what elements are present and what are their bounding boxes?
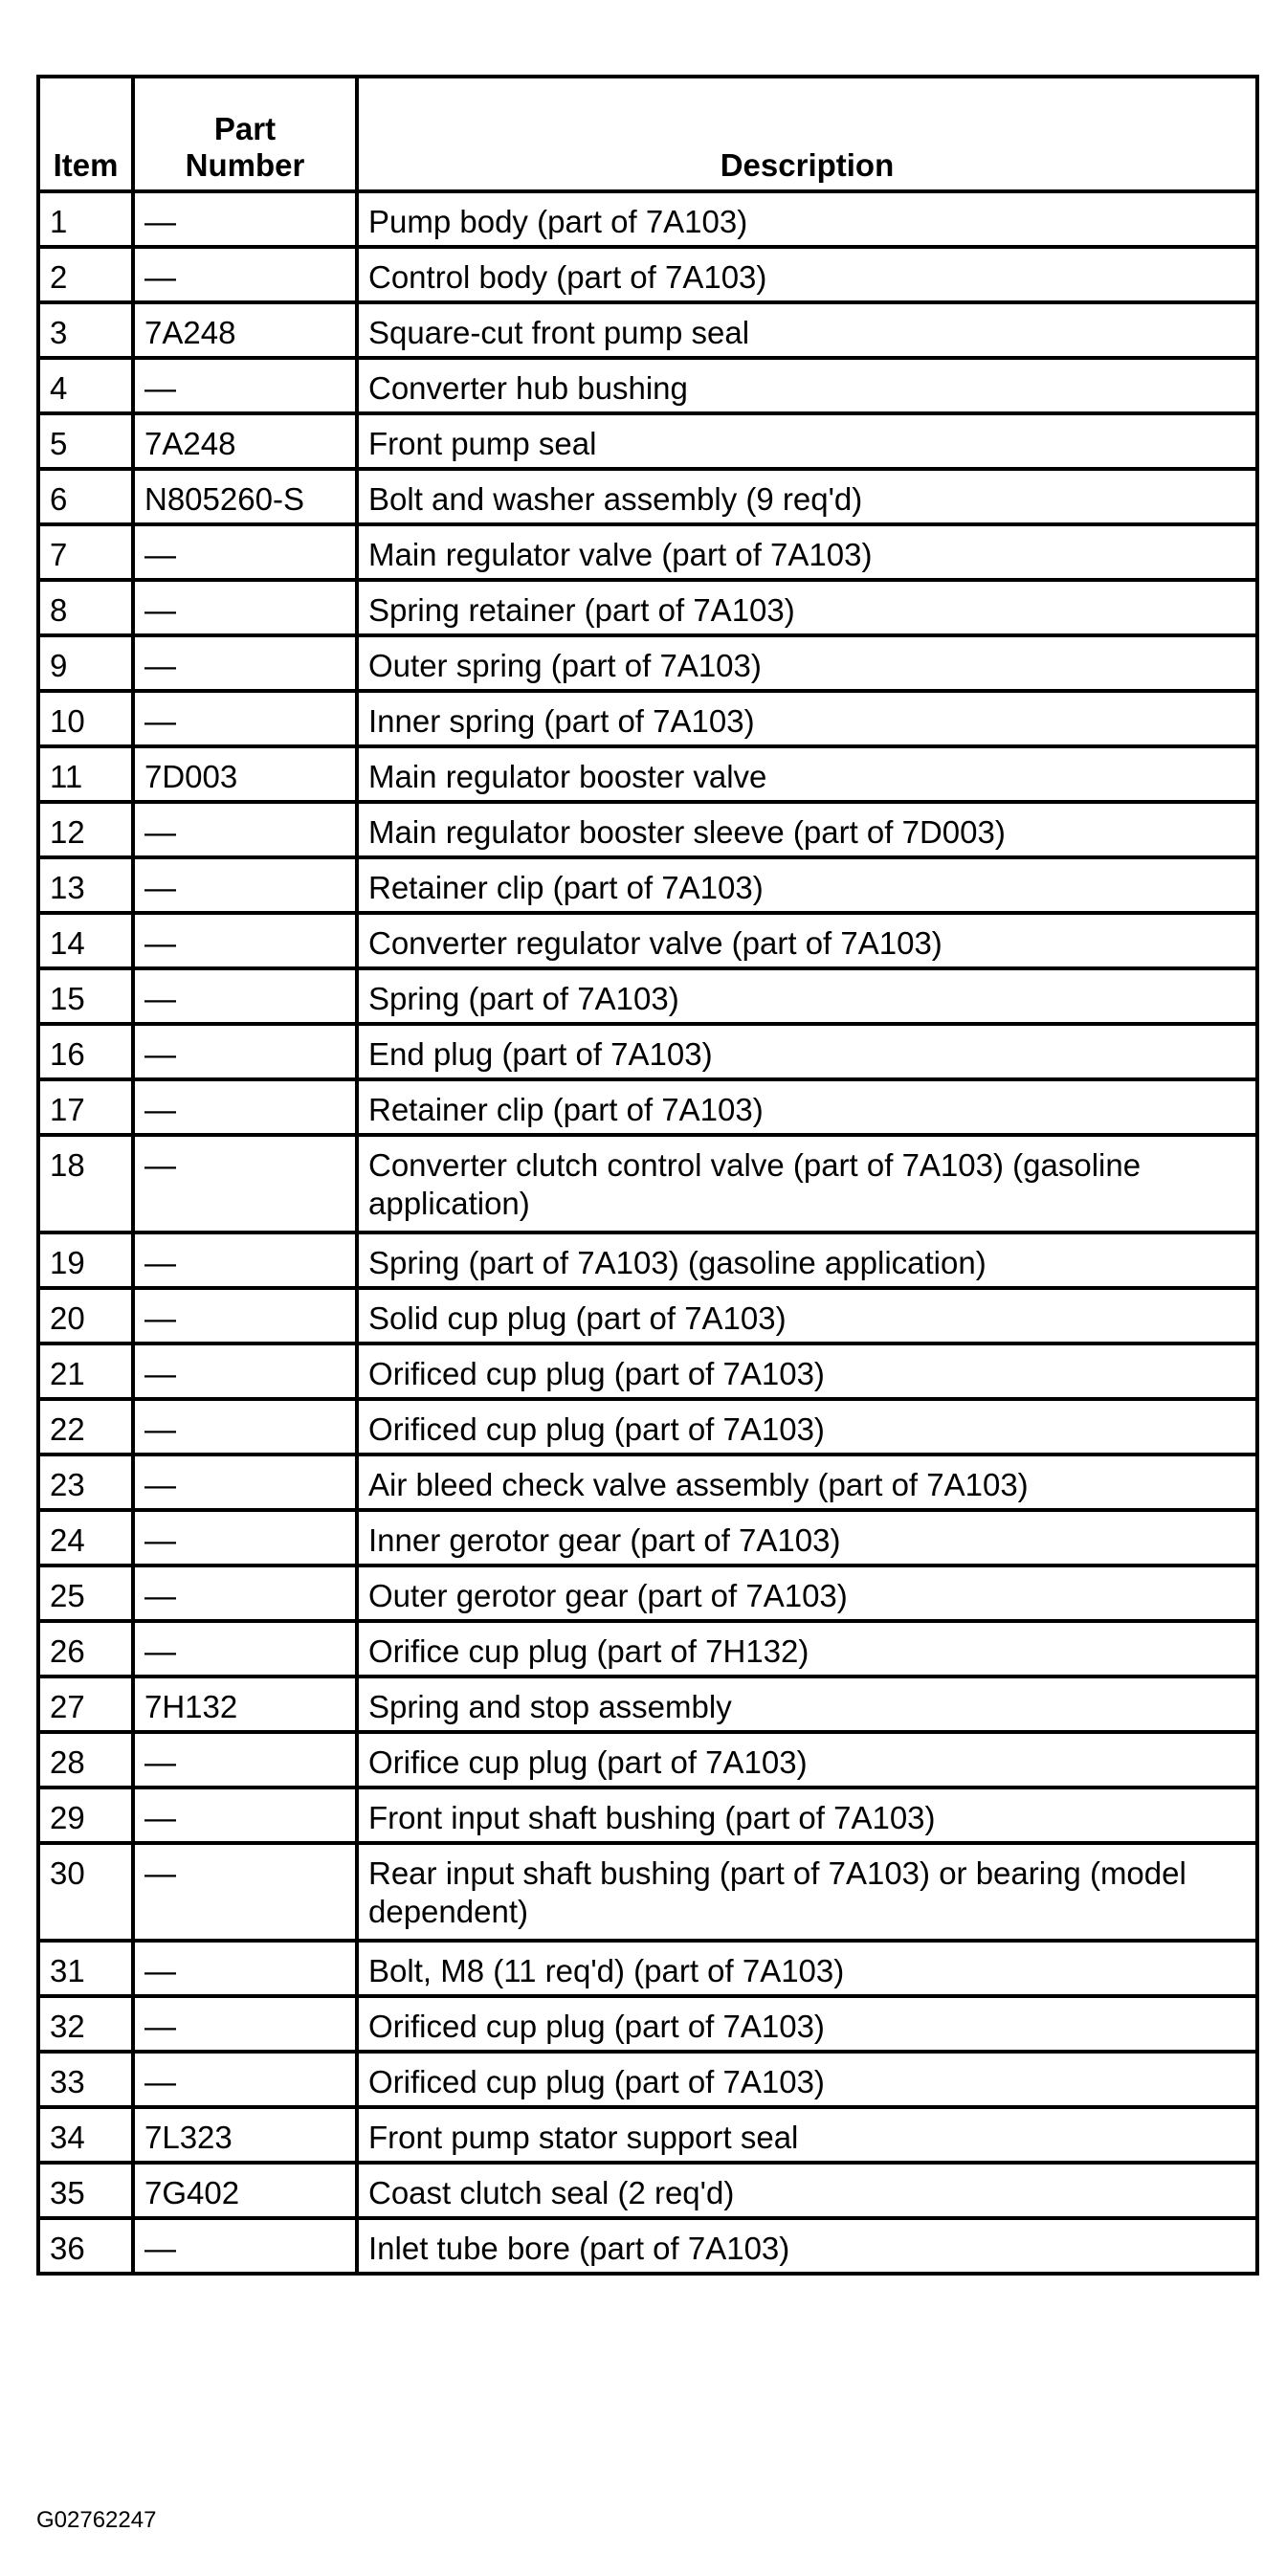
row-part-number: —: [133, 1079, 357, 1135]
row-description: Outer spring (part of 7A103): [357, 635, 1257, 691]
row-item-number: 17: [38, 1079, 133, 1135]
header-item: [38, 77, 133, 191]
row-part-number: —: [133, 1843, 357, 1941]
table-row: [38, 1566, 1257, 1621]
row-part-number: 7L323: [133, 2107, 357, 2163]
row-item-number: 16: [38, 1024, 133, 1079]
table-row: [38, 1399, 1257, 1455]
row-item-number: 5: [38, 413, 133, 469]
row-description: Main regulator booster valve: [357, 746, 1257, 802]
row-description: Converter regulator valve (part of 7A103): [357, 913, 1257, 968]
header-description: [357, 77, 1257, 191]
row-item-number: 3: [38, 302, 133, 358]
row-part-number: 7G402: [133, 2163, 357, 2218]
row-item-number: 11: [38, 746, 133, 802]
row-part-number: —: [133, 247, 357, 302]
row-item-number: 30: [38, 1843, 133, 1941]
row-description: Orificed cup plug (part of 7A103): [357, 1344, 1257, 1399]
row-description: Bolt and washer assembly (9 req'd): [357, 469, 1257, 524]
table-row: [38, 1135, 1257, 1232]
row-description: Spring (part of 7A103) (gasoline application): [357, 1232, 1257, 1288]
row-item-number: 29: [38, 1788, 133, 1843]
row-part-number: —: [133, 358, 357, 413]
header-part-label-line2: Number: [185, 147, 305, 183]
row-part-number: —: [133, 1344, 357, 1399]
row-description: Orifice cup plug (part of 7H132): [357, 1621, 1257, 1677]
row-part-number: —: [133, 1288, 357, 1344]
row-part-number: —: [133, 1788, 357, 1843]
row-description: Orificed cup plug (part of 7A103): [357, 2052, 1257, 2107]
row-item-number: 15: [38, 968, 133, 1024]
row-item-number: 14: [38, 913, 133, 968]
table-row: [38, 1510, 1257, 1566]
row-item-number: 20: [38, 1288, 133, 1344]
row-description: Orificed cup plug (part of 7A103): [357, 1399, 1257, 1455]
row-part-number: —: [133, 802, 357, 857]
row-description: Orificed cup plug (part of 7A103): [357, 1996, 1257, 2052]
row-description: Outer gerotor gear (part of 7A103): [357, 1566, 1257, 1621]
table-row: [38, 1843, 1257, 1941]
parts-table-body: [38, 191, 1257, 2274]
row-item-number: 6: [38, 469, 133, 524]
table-row: [38, 1621, 1257, 1677]
row-description: Inner gerotor gear (part of 7A103): [357, 1510, 1257, 1566]
table-row: [38, 413, 1257, 469]
table-row: [38, 746, 1257, 802]
table-row: [38, 1232, 1257, 1288]
row-item-number: 4: [38, 358, 133, 413]
row-description: Orifice cup plug (part of 7A103): [357, 1732, 1257, 1788]
row-part-number: —: [133, 2218, 357, 2274]
header-part-number: [133, 77, 357, 191]
row-description: Inner spring (part of 7A103): [357, 691, 1257, 746]
row-item-number: 19: [38, 1232, 133, 1288]
table-row: [38, 469, 1257, 524]
row-description: Retainer clip (part of 7A103): [357, 857, 1257, 913]
table-row: [38, 1941, 1257, 1996]
row-description: Front input shaft bushing (part of 7A103): [357, 1788, 1257, 1843]
row-part-number: —: [133, 1135, 357, 1232]
row-item-number: 28: [38, 1732, 133, 1788]
row-item-number: 7: [38, 524, 133, 580]
table-row: [38, 247, 1257, 302]
row-description: Square-cut front pump seal: [357, 302, 1257, 358]
table-row: [38, 2052, 1257, 2107]
row-part-number: 7H132: [133, 1677, 357, 1732]
row-part-number: —: [133, 2052, 357, 2107]
table-row: [38, 913, 1257, 968]
row-part-number: —: [133, 1621, 357, 1677]
row-part-number: —: [133, 1566, 357, 1621]
row-description: Solid cup plug (part of 7A103): [357, 1288, 1257, 1344]
table-row: [38, 1732, 1257, 1788]
row-item-number: 32: [38, 1996, 133, 2052]
row-part-number: —: [133, 1232, 357, 1288]
row-part-number: —: [133, 635, 357, 691]
row-part-number: 7A248: [133, 413, 357, 469]
row-part-number: —: [133, 1941, 357, 1996]
row-part-number: —: [133, 580, 357, 635]
row-description: Converter clutch control valve (part of 7A103) (gasoline application): [357, 1135, 1257, 1232]
row-part-number: —: [133, 1732, 357, 1788]
row-item-number: 33: [38, 2052, 133, 2107]
row-description: Spring (part of 7A103): [357, 968, 1257, 1024]
row-item-number: 25: [38, 1566, 133, 1621]
row-description: Spring and stop assembly: [357, 1677, 1257, 1732]
table-row: [38, 2163, 1257, 2218]
row-part-number: —: [133, 191, 357, 247]
table-row: [38, 580, 1257, 635]
row-item-number: 10: [38, 691, 133, 746]
parts-table: [36, 75, 1259, 2276]
header-part-label-line1: Part: [213, 111, 277, 146]
row-description: Spring retainer (part of 7A103): [357, 580, 1257, 635]
row-part-number: —: [133, 1455, 357, 1510]
row-description: Main regulator valve (part of 7A103): [357, 524, 1257, 580]
row-description: Retainer clip (part of 7A103): [357, 1079, 1257, 1135]
row-item-number: 12: [38, 802, 133, 857]
table-row: [38, 802, 1257, 857]
row-description: Rear input shaft bushing (part of 7A103) or bearing (model dependent): [357, 1843, 1257, 1941]
table-row: [38, 302, 1257, 358]
table-row: [38, 1788, 1257, 1843]
row-description: Front pump stator support seal: [357, 2107, 1257, 2163]
row-description: End plug (part of 7A103): [357, 1024, 1257, 1079]
table-row: [38, 1455, 1257, 1510]
row-part-number: 7D003: [133, 746, 357, 802]
row-item-number: 35: [38, 2163, 133, 2218]
row-part-number: —: [133, 913, 357, 968]
table-row: [38, 358, 1257, 413]
row-description: Front pump seal: [357, 413, 1257, 469]
row-part-number: —: [133, 1510, 357, 1566]
row-item-number: 21: [38, 1344, 133, 1399]
row-item-number: 9: [38, 635, 133, 691]
header-description-label: Description: [720, 147, 895, 183]
row-part-number: —: [133, 1996, 357, 2052]
row-item-number: 8: [38, 580, 133, 635]
table-row: [38, 1079, 1257, 1135]
row-item-number: 18: [38, 1135, 133, 1232]
table-row: [38, 1288, 1257, 1344]
table-row: [38, 1344, 1257, 1399]
row-part-number: —: [133, 968, 357, 1024]
row-description: Inlet tube bore (part of 7A103): [357, 2218, 1257, 2274]
row-item-number: 26: [38, 1621, 133, 1677]
row-part-number: —: [133, 857, 357, 913]
row-description: Pump body (part of 7A103): [357, 191, 1257, 247]
table-header-row: [38, 77, 1257, 191]
row-part-number: —: [133, 1399, 357, 1455]
row-item-number: 24: [38, 1510, 133, 1566]
table-row: [38, 968, 1257, 1024]
row-description: Main regulator booster sleeve (part of 7D003): [357, 802, 1257, 857]
row-part-number: N805260-S: [133, 469, 357, 524]
row-part-number: —: [133, 691, 357, 746]
row-item-number: 22: [38, 1399, 133, 1455]
row-part-number: 7A248: [133, 302, 357, 358]
table-row: [38, 1024, 1257, 1079]
figure-id: G02762247: [36, 2507, 157, 2533]
row-item-number: 31: [38, 1941, 133, 1996]
row-description: Bolt, M8 (11 req'd) (part of 7A103): [357, 1941, 1257, 1996]
row-item-number: 23: [38, 1455, 133, 1510]
row-description: Control body (part of 7A103): [357, 247, 1257, 302]
table-row: [38, 635, 1257, 691]
row-item-number: 34: [38, 2107, 133, 2163]
header-item-label: Item: [53, 147, 119, 183]
row-item-number: 27: [38, 1677, 133, 1732]
row-description: Converter hub bushing: [357, 358, 1257, 413]
table-row: [38, 2107, 1257, 2163]
row-description: Air bleed check valve assembly (part of 7A103): [357, 1455, 1257, 1510]
row-part-number: —: [133, 524, 357, 580]
table-row: [38, 191, 1257, 247]
row-item-number: 13: [38, 857, 133, 913]
row-item-number: 1: [38, 191, 133, 247]
row-description: Coast clutch seal (2 req'd): [357, 2163, 1257, 2218]
table-row: [38, 524, 1257, 580]
row-item-number: 2: [38, 247, 133, 302]
table-row: [38, 691, 1257, 746]
table-row: [38, 1677, 1257, 1732]
row-item-number: 36: [38, 2218, 133, 2274]
table-row: [38, 857, 1257, 913]
row-part-number: —: [133, 1024, 357, 1079]
table-row: [38, 2218, 1257, 2274]
table-row: [38, 1996, 1257, 2052]
